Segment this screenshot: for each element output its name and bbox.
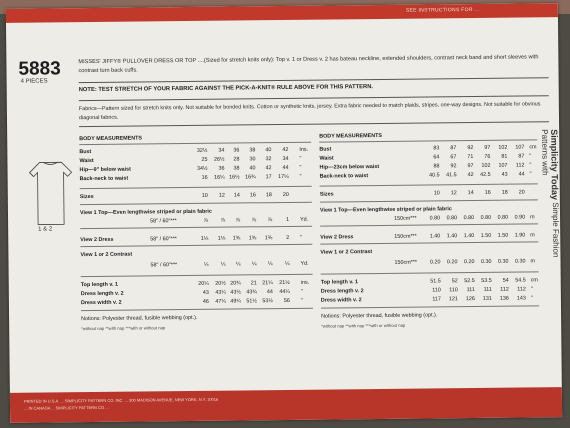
measure-unit: " [529, 153, 532, 160]
yardage-value: 0.20 [446, 259, 458, 266]
size-value: 12 [450, 190, 457, 197]
footnote: *without nap **with nap ***with or without nap [321, 322, 406, 329]
measure-value: 42 [467, 172, 474, 179]
size-value: 10 [433, 190, 440, 197]
rule-line [319, 139, 537, 142]
measure-value: 42 [265, 165, 272, 172]
measure-label: Bust [319, 146, 332, 153]
brand-tagline: Simple Fashion Patterns with [540, 129, 561, 258]
garment-measure-value: 111 [483, 286, 492, 293]
yardage-value: 0.30 [480, 258, 492, 265]
measure-value: 83 [433, 145, 440, 152]
garment-measure-value: 110 [432, 287, 441, 294]
garment-measure-label: Top length v. 1 [320, 279, 358, 286]
measure-value: 34 [218, 147, 225, 154]
garment-measure-value: 21¼ [262, 280, 273, 287]
fabric-width: 150cm*** [394, 259, 418, 266]
measure-value: 67 [450, 154, 457, 161]
figure-label: 1 & 2 [38, 226, 53, 233]
garment-measure-value: 52 [451, 278, 458, 285]
garment-measure-unit: " [530, 286, 533, 293]
yardage-value: ⅞ [267, 217, 273, 224]
garment-measure-value: 20½ [215, 280, 226, 287]
yardage-value: ¼ [285, 260, 290, 267]
measure-value: 88 [433, 163, 440, 170]
measure-value: 28 [233, 156, 240, 163]
measure-label: Waist [319, 155, 334, 162]
measure-unit: " [299, 164, 302, 171]
rule-line [81, 308, 313, 311]
yardage-value: 0.80 [463, 215, 475, 222]
yardage-value: 0.80 [446, 215, 458, 222]
fabric-width: 58" / 60"*** [150, 236, 177, 243]
pieces-count: 4 PIECES [20, 78, 48, 85]
garment-measure-unit: ins. [300, 279, 310, 286]
measure-value: 16 [201, 174, 208, 181]
garment-measure-label: Dress width v. 2 [320, 297, 362, 304]
yardage-value: ¼ [221, 261, 226, 268]
garment-measure-value: 44¼ [279, 288, 290, 296]
measure-value: 26½ [213, 156, 225, 163]
garment-measure-label: Dress length v. 2 [80, 290, 124, 298]
size-value: 10 [201, 192, 208, 199]
measure-label: Bust [79, 149, 92, 156]
garment-measure-value: 43 [202, 289, 209, 296]
measure-unit: cm [529, 144, 537, 151]
yardage-value: 1.40 [463, 233, 475, 240]
notions: Notions: Polyester thread, fusible webbing (opt.). [81, 314, 198, 323]
size-value: 14 [467, 190, 474, 197]
yardage-value: 1⅜ [248, 235, 257, 242]
rule-line [320, 183, 538, 186]
footnote: *without nap **with nap ***with or without nap [81, 325, 166, 332]
measure-value: 64 [433, 154, 440, 161]
pattern-description: MISSES' JIFFY® PULLOVER DRESS OR TOP ....(Sized for stretch knits only): Top v. 1 or Dress v. 2 has bateau neckline, extended shoulders, contrast neck band and short sleeves with contrast turn back cuffs. [78, 54, 539, 75]
measure-value: 92 [467, 145, 474, 152]
garment-measure-value: 46 [202, 298, 209, 305]
measure-value: 36 [233, 147, 240, 154]
garment-measure-unit: cm [530, 277, 538, 284]
imperial-chart [79, 130, 317, 362]
garment-measure-value: 53.5 [481, 277, 492, 284]
yardage-unit: m [530, 258, 536, 265]
rule-line [80, 244, 312, 247]
garment-measure-value: 112 [500, 286, 509, 293]
footer-line-1: PRINTED IN U.S.A. ... SIMPLICITY PATTERN CO. INC. ... 200 MADISON AVENUE, NEW YORK, N.Y. 10016 [23, 396, 219, 404]
garment-measure-value: 52.5 [464, 278, 475, 285]
measure-value: 34 [282, 155, 289, 163]
contrast-title: View 1 or 2 Contrast [80, 251, 133, 259]
size-value: 16 [484, 189, 491, 196]
rule-line [320, 241, 538, 244]
rule-line [320, 199, 538, 202]
bottom-band [10, 387, 562, 423]
garment-measure-value: 51.5 [430, 278, 441, 285]
size-value: 14 [233, 192, 240, 199]
size-value: 16 [249, 192, 256, 199]
yardage-value: 1.50 [480, 232, 492, 239]
garment-measure-value: 21 [250, 280, 257, 287]
yardage-value: ⅞ [220, 217, 226, 224]
contrast-title: View 1 or 2 Contrast [320, 249, 373, 256]
stretch-note: NOTE: TEST STRETCH OF YOUR FABRIC AGAINST THE PICK-A-KNIT® RULE ABOVE FOR THIS PATTERN. [78, 84, 374, 94]
measure-unit: Ins. [299, 146, 309, 153]
garment-measure-value: 143 [516, 295, 526, 302]
measure-value: 36 [218, 165, 225, 172]
yardage-value: 1⅛ [200, 235, 209, 242]
measure-value: 32½ [196, 147, 208, 154]
measure-value: 42 [282, 146, 289, 154]
measure-value: 76 [484, 153, 491, 160]
measure-value: 30 [249, 156, 256, 163]
measure-value: 40 [265, 147, 272, 154]
yardage-value: 1.50 [497, 232, 509, 239]
measure-value: 44 [518, 171, 525, 178]
top-band-right-text: SEE INSTRUCTIONS FOR ... [405, 6, 480, 14]
measure-value: 97 [484, 144, 491, 151]
measure-value: 107 [498, 162, 508, 169]
garment-measure-value: 43¼ [215, 289, 226, 296]
measure-value: 25 [201, 156, 208, 163]
yardage-value: ⅞ [203, 217, 209, 224]
measure-value: 16¾ [245, 174, 256, 181]
notions: Notions: Polyester thread, fusible webbing (opt.). [321, 312, 438, 320]
measure-value: 38 [249, 147, 256, 154]
rule-line [79, 142, 311, 145]
yardage-value: 1⅛ [217, 235, 226, 242]
view2-title: View 2 Dress [320, 234, 354, 241]
fabrics-note: Fabrics—Pattern sized for stretch knits only. Not suitable for bonded knits. Cotton or synthetic knits, jersey. Extra fabric needed to match plaids, stripes, one-way designs. Not suitable for obvious diagonal fabrics. [78, 101, 541, 122]
measure-value: 38 [233, 165, 240, 172]
garment-measure-unit: " [530, 295, 533, 302]
yardage-unit: " [300, 234, 303, 241]
rule-line [321, 305, 539, 308]
measure-unit: " [299, 155, 302, 162]
garment-measure-value: 54.5 [515, 277, 526, 284]
footer-line-2: ... IN CANADA ... SIMPLICITY PATTERN CO. ... [24, 404, 110, 411]
size-value: 20 [282, 191, 289, 199]
measure-value: 87 [450, 145, 457, 152]
view1-title: View 1 Top—Even lengthwise striped or plain fabric [79, 208, 212, 217]
measure-unit: " [299, 173, 302, 180]
garment-measure-value: 136 [499, 295, 509, 302]
garment-measure-value: 54 [502, 277, 509, 284]
rule-line [81, 274, 313, 277]
fabric-width: 58" / 60"*** [150, 262, 178, 269]
garment-measure-value: 20¼ [198, 280, 209, 287]
garment-measure-value: 20¾ [230, 280, 241, 287]
garment-measure-value: 131 [482, 295, 492, 302]
yardage-value: 1.40 [446, 233, 458, 240]
measure-unit: " [529, 162, 532, 169]
measure-value: 41.5 [446, 172, 457, 179]
measure-value: 40 [249, 165, 256, 172]
measure-value: 42.5 [480, 171, 491, 178]
dress-sketch [27, 158, 74, 228]
garment-measure-value: 112 [517, 286, 526, 293]
yardage-value: 0.20 [463, 259, 475, 266]
yardage-value: 1 [286, 216, 290, 223]
measurements-title: BODY MEASUREMENTS [319, 132, 383, 140]
garment-measure-value: 121 [448, 296, 458, 303]
fabric-width: 58" / 60"*** [150, 218, 177, 225]
garment-measure-value: 56 [283, 297, 290, 305]
garment-measure-value: 110 [449, 287, 458, 294]
garment-measure-label: Top length v. 1 [80, 281, 119, 289]
yardage-value: 1.40 [429, 233, 441, 240]
view1-title: View 1 Top—Even lengthwise striped or plain fabric [319, 206, 452, 214]
divider [79, 77, 549, 83]
measure-value: 97 [467, 163, 474, 170]
size-value: 18 [501, 189, 508, 196]
yardage-value: 0.80 [480, 214, 492, 221]
garment-measure-value: 43½ [230, 289, 241, 296]
garment-measure-value: 51½ [246, 298, 257, 305]
brand-name: Simplicity Today [549, 129, 560, 201]
measure-value: 87 [518, 153, 525, 160]
measure-label: Hip—23cm below waist [319, 164, 380, 171]
view2-title: View 2 Dress [80, 236, 114, 244]
measure-value: 102 [498, 144, 508, 151]
yardage-unit: Yd. [300, 260, 309, 267]
measure-value: 34½ [197, 165, 208, 172]
garment-measure-value: 111 [466, 287, 475, 294]
rule-line [321, 271, 539, 274]
garment-measure-value: 49¼ [230, 298, 241, 305]
measure-value: 40.5 [429, 172, 440, 179]
measure-label: Back-neck to waist [79, 175, 129, 183]
measure-value: 112 [515, 162, 525, 169]
metric-chart [319, 127, 543, 359]
measure-value: 92 [450, 163, 457, 170]
garment-measure-label: Dress width v. 2 [80, 299, 122, 307]
garment-measure-value: 21½ [279, 279, 290, 287]
rule-line [80, 186, 312, 189]
measure-unit: " [529, 171, 532, 178]
yardage-value: ⅞ [235, 217, 241, 224]
garment-measure-label: Dress length v. 2 [320, 288, 364, 295]
garment-measure-value: 44 [266, 289, 273, 296]
sizes-label: Sizes [319, 191, 334, 198]
yardage-value: ¼ [204, 261, 209, 268]
yardage-value: 0.80 [429, 215, 441, 222]
yardage-value: 0.30 [514, 258, 526, 265]
size-value: 12 [218, 192, 225, 199]
yardage-value: 1.90 [514, 232, 526, 239]
yardage-unit: Yd. [300, 216, 309, 223]
yardage-value: 0.20 [429, 259, 441, 266]
yardage-unit: m [530, 214, 535, 221]
size-value: 20 [518, 189, 525, 196]
measure-value: 17¼ [278, 173, 289, 181]
measure-value: 102 [481, 162, 491, 169]
yardage-value: 0.90 [514, 214, 526, 221]
rule-line [80, 226, 312, 229]
measure-value: 16¼ [214, 174, 225, 181]
measure-label: Back-neck to waist [319, 173, 369, 180]
yardage-value: 0.80 [497, 214, 509, 221]
measurements-title: BODY MEASUREMENTS [79, 135, 143, 143]
yardage-value: 2 [286, 234, 290, 241]
yardage-value: 0.30 [497, 258, 509, 265]
measure-value: 43 [501, 171, 508, 178]
yardage-value: ⅞ [251, 217, 257, 224]
measure-value: 44 [282, 164, 289, 172]
yardage-value: 1⅜ [264, 235, 273, 242]
measure-value: 71 [467, 154, 474, 161]
yardage-value: ¼ [252, 261, 257, 268]
rule-line [80, 202, 312, 205]
garment-measure-unit: " [300, 297, 303, 304]
sizes-label: Sizes [79, 193, 94, 201]
measure-value: 16½ [229, 174, 240, 181]
measure-label: Hip—9" below waist [79, 166, 131, 174]
garment-measure-value: 126 [465, 296, 475, 303]
rule-line [320, 223, 538, 226]
fabric-width: 150cm*** [394, 215, 417, 222]
yardage-value: 1⅜ [232, 235, 241, 242]
garment-measure-value: 117 [432, 296, 441, 303]
measure-value: 17 [265, 174, 272, 181]
pattern-envelope-back [6, 3, 562, 423]
size-value: 18 [265, 192, 272, 199]
pattern-number: 5883 [18, 58, 61, 80]
measure-value: 81 [501, 153, 508, 160]
yardage-value: ¼ [236, 261, 241, 268]
garment-measure-value: 53½ [262, 298, 273, 305]
measure-label: Waist [79, 157, 94, 165]
measure-value: 107 [515, 144, 525, 151]
garment-measure-value: 43¾ [246, 289, 257, 296]
garment-measure-unit: " [300, 288, 303, 295]
yardage-value: ¼ [268, 261, 273, 268]
garment-measure-value: 47¼ [215, 298, 226, 305]
fabric-width: 150cm*** [394, 233, 417, 240]
measure-value: 32 [265, 156, 272, 163]
yardage-unit: m [530, 232, 535, 239]
